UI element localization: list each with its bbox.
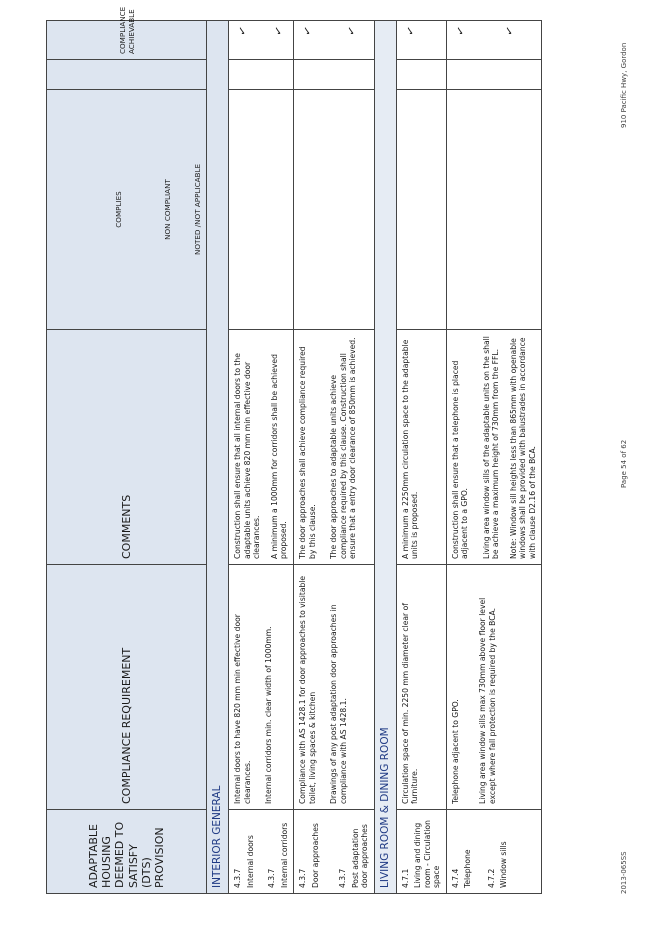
clause-code: 4.3.7 bbox=[233, 868, 243, 888]
requirement-text: Circulation space of min. 2250 mm diameter clear of furniture. bbox=[400, 603, 420, 804]
section-row bbox=[374, 21, 396, 894]
requirement-cell bbox=[294, 565, 374, 810]
footer-doc-number: 2013-065SS bbox=[620, 851, 628, 894]
achievable-cell bbox=[446, 21, 541, 60]
comment-text: Construction shall ensure that a telephone is placed adjacent to a GPO. bbox=[450, 360, 470, 559]
header-compliance-achievable: COMPLIANCE ACHIEVABLE bbox=[47, 21, 207, 60]
comment-text: Note: Window sill heights less than 865mm with openable windows shall be provided with balustrades in accordance with clause D2.16 of the BCA. bbox=[508, 337, 537, 559]
check-mark-icon: ✓ bbox=[502, 24, 518, 38]
requirement-text: Internal corridors min. clear width of 1000mm. bbox=[264, 626, 274, 804]
clause-code: 4.7.4 bbox=[450, 868, 460, 888]
blank-cell bbox=[446, 60, 541, 90]
table-row bbox=[446, 21, 541, 894]
blank-cell bbox=[396, 60, 446, 90]
clause-code: 4.3.7 bbox=[298, 868, 308, 888]
footer-address: 910 Pacific Hwy, Gordon bbox=[620, 42, 628, 128]
requirement-cell bbox=[396, 565, 446, 810]
clause-code: 4.3.7 bbox=[267, 868, 277, 888]
achievable-cell bbox=[294, 21, 374, 60]
header-noted: NOTED /NOT APPLICABLE bbox=[192, 163, 202, 256]
footer-page-number: Page 54 of 62 bbox=[620, 439, 628, 488]
section-title-living-dining: LIVING ROOM & DINING ROOM bbox=[374, 21, 396, 894]
complies-cell bbox=[446, 90, 541, 330]
header-non-compliant: NON COMPLIANT bbox=[163, 179, 173, 240]
clause-name: Window sills bbox=[499, 841, 509, 888]
dts-cell bbox=[229, 810, 294, 894]
check-mark-icon: ✓ bbox=[235, 24, 251, 38]
comment-cell bbox=[446, 330, 541, 565]
header-compliance-requirement: COMPLIANCE REQUIREMENT bbox=[47, 565, 207, 810]
header-assessment bbox=[47, 90, 207, 330]
complies-cell bbox=[229, 90, 294, 330]
complies-cell bbox=[396, 90, 446, 330]
header-dts-provision: ADAPTABLE HOUSING DEEMED TO SATISFY (DTS) PROVISION bbox=[47, 810, 207, 894]
header-row bbox=[47, 21, 207, 894]
compliance-table bbox=[46, 6, 542, 894]
table-row bbox=[229, 21, 294, 894]
check-mark-icon: ✓ bbox=[270, 24, 286, 38]
clause-code: 4.7.1 bbox=[400, 868, 410, 888]
section-title-interior-general: INTERIOR GENERAL bbox=[207, 21, 229, 894]
blank-cell bbox=[229, 60, 294, 90]
requirement-cell bbox=[446, 565, 541, 810]
requirement-text: Telephone adjacent to GPO. bbox=[450, 699, 460, 804]
clause-name: Living and dining room - Circulation space bbox=[413, 820, 442, 888]
table-row bbox=[294, 21, 374, 894]
comment-text: The door approaches to adaptable units achieve compliance required by this clause. Construction shall ensure that a entry door clearance of 850mm is achieved. bbox=[329, 337, 358, 559]
header-complies: COMPLIES bbox=[114, 191, 123, 228]
clause-code: 4.7.2 bbox=[486, 868, 496, 888]
comment-text: Living area window sills of the adaptable units on the shall be achieve a maximum height of 730mm from the FFL. bbox=[481, 336, 501, 559]
check-mark-icon: ✓ bbox=[452, 24, 468, 38]
clause-name: Post adaptation door approaches bbox=[350, 824, 370, 888]
blank-cell bbox=[294, 60, 374, 90]
check-mark-icon: ✓ bbox=[343, 24, 359, 38]
requirement-text: Living area window sills max 730mm above floor level except where fall protection is required by the BCA. bbox=[478, 597, 497, 804]
comment-cell bbox=[229, 330, 294, 565]
clause-name: Door approaches bbox=[310, 823, 320, 888]
complies-cell bbox=[294, 90, 374, 330]
requirement-text: Compliance with AS 1428.1 for door approaches to visitable toilet, living spaces & kitchen bbox=[298, 575, 317, 804]
requirement-cell bbox=[229, 565, 294, 810]
comment-text: A minimum a 2250mm circulation space to the adaptable units is proposed. bbox=[400, 339, 420, 559]
check-mark-icon: ✓ bbox=[402, 24, 418, 38]
requirement-text: Drawings of any post adaptation door approaches in compliance with AS 1428.1. bbox=[329, 604, 348, 804]
comment-text: The door approaches shall achieve compliance required by this clause. bbox=[298, 346, 317, 559]
dts-cell bbox=[446, 810, 541, 894]
comment-cell bbox=[396, 330, 446, 565]
requirement-text: Internal doors to have 820 mm min effective door clearances. bbox=[233, 614, 252, 804]
dts-cell bbox=[396, 810, 446, 894]
clause-code: 4.3.7 bbox=[338, 868, 348, 888]
header-comments: COMMENTS bbox=[47, 330, 207, 565]
comment-text: Construction shall ensure that all internal doors to the adaptable units achieve 820 mm min effective door clearances. bbox=[233, 353, 262, 559]
dts-cell bbox=[294, 810, 374, 894]
achievable-cell bbox=[396, 21, 446, 60]
section-row bbox=[207, 21, 229, 894]
check-mark-icon: ✓ bbox=[299, 24, 316, 38]
clause-name: Internal doors bbox=[245, 835, 255, 888]
comment-text: A minimum a 1000mm for corridors shall be achieved proposed. bbox=[269, 354, 289, 559]
clause-name: Internal corridors bbox=[279, 822, 289, 888]
header-blank bbox=[47, 60, 207, 90]
achievable-cell bbox=[229, 21, 294, 60]
comment-cell bbox=[294, 330, 374, 565]
clause-name: Telephone bbox=[463, 849, 473, 888]
table-row bbox=[396, 21, 446, 894]
